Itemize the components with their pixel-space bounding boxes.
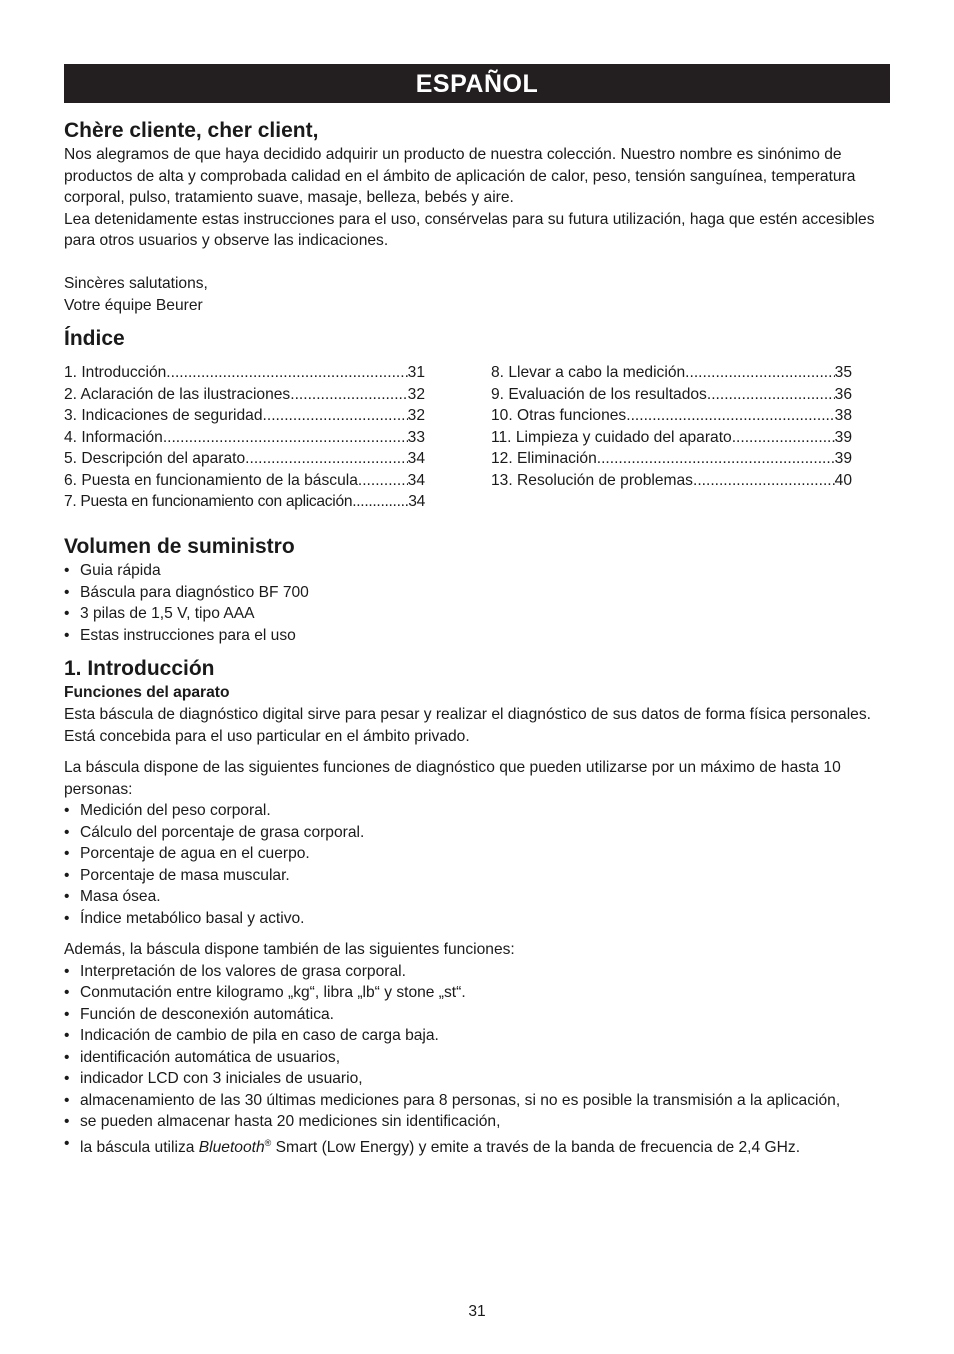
list-item: • Porcentaje de masa muscular. [64, 865, 890, 887]
supply-list [64, 560, 890, 646]
greeting-heading: Chère cliente, cher client, [64, 119, 319, 142]
list-item: • Porcentaje de agua en el cuerpo. [64, 843, 890, 865]
intro-paragraph-3: Además, la báscula dispone también de las siguientes funciones: [64, 941, 515, 958]
list-item: • Función de desconexión automática. [64, 1004, 890, 1026]
table-of-contents [64, 362, 890, 513]
toc-entry[interactable]: 6. Puesta en funcionamiento de la báscula ..... 34 [64, 470, 425, 492]
toc-entry[interactable]: 10. Otras funciones ..... 38 [491, 405, 852, 427]
language-banner: ESPAÑOL [64, 64, 890, 103]
index-heading: Índice [64, 327, 125, 350]
intro-subheading: Funciones del aparato [64, 684, 230, 701]
list-item: • Conmutación entre kilogramo „kg“, libra „lb“ y stone „st“. [64, 982, 890, 1004]
list-item: • Interpretación de los valores de grasa corporal. [64, 961, 890, 983]
toc-entry[interactable]: 9. Evaluación de los resultados ..... 36 [491, 384, 852, 406]
greeting-paragraph-1: Nos alegramos de que haya decidido adquirir un producto de nuestra colección. Nuestro nombre es sinónimo de productos de alta y comprobada calidad en el ámbito de aplicación de calor, peso, tensión sanguínea, temperatura corporal, pulso, tratamiento suave, masaje, belleza, bebés y aire. [64, 146, 856, 206]
additional-functions-list [64, 961, 890, 1159]
toc-entry[interactable]: 7. Puesta en funcionamiento con aplicación ..... 34 [64, 491, 425, 513]
toc-entry[interactable]: 5. Descripción del aparato ..... 34 [64, 448, 425, 470]
toc-entry[interactable]: 2. Aclaración de las ilustraciones ..... 32 [64, 384, 425, 406]
intro-heading: 1. Introducción [64, 657, 215, 680]
list-item: • indicador LCD con 3 iniciales de usuario, [64, 1068, 890, 1090]
list-item: • Indicación de cambio de pila en caso de carga baja. [64, 1025, 890, 1047]
list-item: • la báscula utiliza Bluetooth® Smart (Low Energy) y emite a través de la banda de frecuencia de 2,4 GHz. [64, 1133, 890, 1159]
list-item: • Estas instrucciones para el uso [64, 625, 890, 647]
page-number: 31 [468, 1303, 486, 1320]
toc-entry[interactable]: 1. Introducción ..... 31 [64, 362, 425, 384]
greeting-paragraph-2: Lea detenidamente estas instrucciones para el uso, consérvelas para su futura utilización, haga que estén accesibles para otros usuarios y observe las indicaciones. [64, 210, 875, 249]
toc-column-left [64, 362, 425, 513]
toc-entry[interactable]: 11. Limpieza y cuidado del aparato ..... 39 [491, 427, 852, 449]
intro-paragraph-1: Esta báscula de diagnóstico digital sirve para pesar y realizar el diagnóstico de sus datos de forma física personales. Está concebida para el uso particular en el ámbito privado. [64, 706, 871, 745]
list-item: • Masa ósea. [64, 886, 890, 908]
bluetooth-term: Bluetooth [198, 1138, 265, 1156]
toc-entry[interactable]: 8. Llevar a cabo la medición ..... 35 [491, 362, 852, 384]
list-item: • identificación automática de usuarios, [64, 1047, 890, 1069]
toc-entry[interactable]: 4. Información ..... 33 [64, 427, 425, 449]
toc-column-right [491, 362, 852, 513]
toc-entry[interactable]: 13. Resolución de problemas ..... 40 [491, 470, 852, 492]
supply-heading: Volumen de suministro [64, 535, 295, 558]
toc-entry[interactable]: 12. Eliminación ..... 39 [491, 448, 852, 470]
list-item: • Cálculo del porcentaje de grasa corporal. [64, 822, 890, 844]
diagnostic-functions-list [64, 800, 890, 929]
list-item: • almacenamiento de las 30 últimas mediciones para 8 personas, si no es posible la transmisión a la aplicación, [64, 1090, 890, 1112]
page-content [64, 118, 890, 1158]
list-item: • 3 pilas de 1,5 V, tipo AAA [64, 603, 890, 625]
toc-entry[interactable]: 3. Indicaciones de seguridad ..... 32 [64, 405, 425, 427]
signature-line-1: Sincères salutations, [64, 275, 208, 292]
intro-paragraph-2: La báscula dispone de las siguientes funciones de diagnóstico que pueden utilizarse por un máximo de hasta 10 personas: [64, 759, 841, 798]
list-item: • Báscula para diagnóstico BF 700 [64, 582, 890, 604]
list-item: • Guia rápida [64, 560, 890, 582]
list-item: • Índice metabólico basal y activo. [64, 908, 890, 930]
signature-line-2: Votre équipe Beurer [64, 296, 203, 314]
list-item: • Medición del peso corporal. [64, 800, 890, 822]
list-item: • se pueden almacenar hasta 20 mediciones sin identificación, [64, 1111, 890, 1133]
